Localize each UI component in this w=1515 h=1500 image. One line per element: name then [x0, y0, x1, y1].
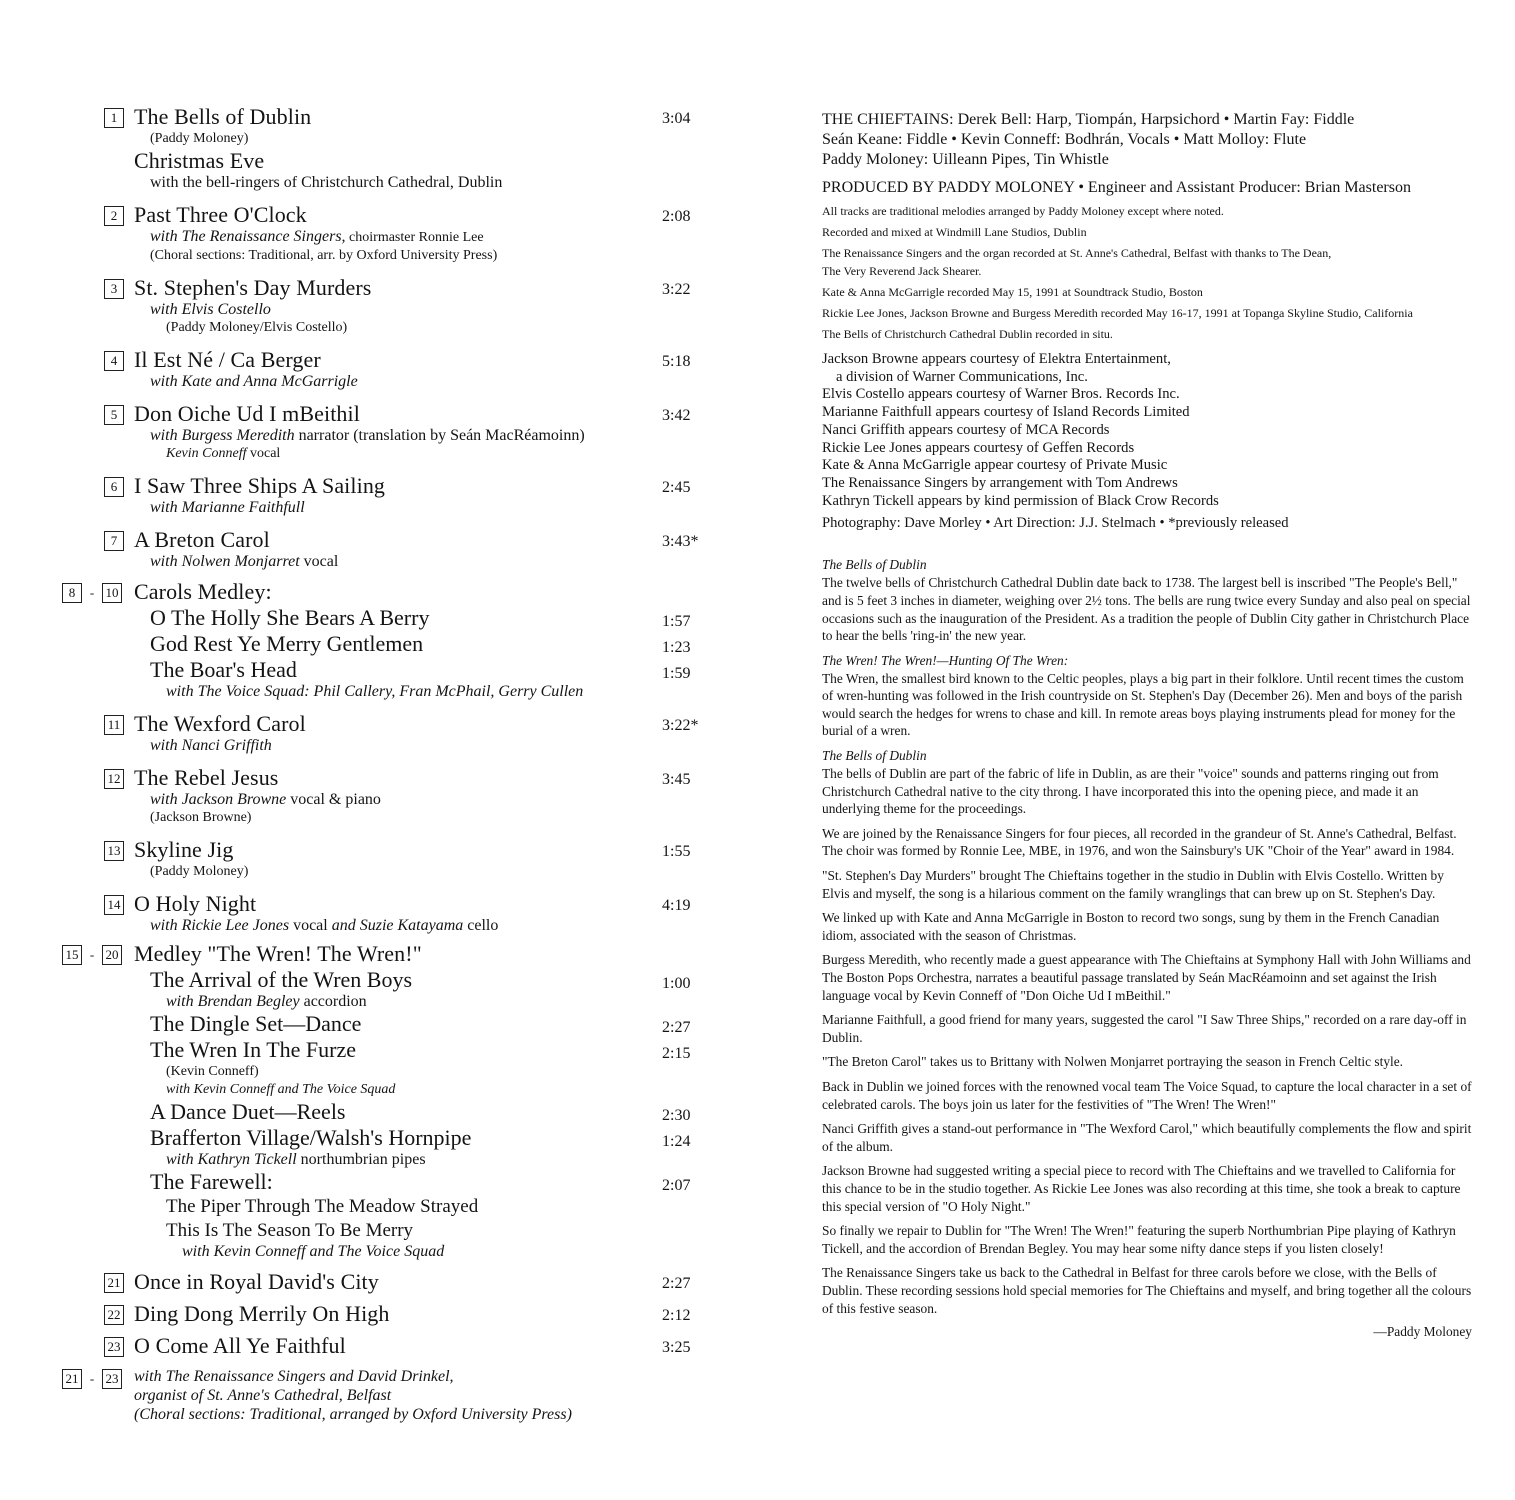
- essay-paragraph: The bells of Dublin are part of the fabric of life in Dublin, as are their "voice" sounds and patterns ringing out from Christchurch Cathedral native to the city throng. I have incorporated this into the opening piece, and made it an underlying theme for the proceedings.: [822, 766, 1439, 817]
- track-with-note: choirmaster Ronnie Lee: [345, 230, 484, 245]
- range-dash: -: [89, 585, 95, 600]
- note-line: The Bells of Christchurch Cathedral Dublin recorded in situ.: [822, 327, 1113, 341]
- members-line: Seán Keane: Fiddle • Kevin Conneff: Bodhrán, Vocals • Matt Molloy: Flute: [822, 131, 1307, 148]
- track-range: [62, 583, 122, 603]
- track-with: with Rickie Lee Jones: [150, 917, 290, 934]
- track-duration: 4:19: [662, 897, 691, 914]
- subtrack-with-note: accordion: [299, 993, 367, 1010]
- track-title: Ding Dong Merrily On High: [134, 1301, 390, 1326]
- courtesy-line: Kathryn Tickell appears by kind permission of Black Crow Records: [822, 492, 1219, 509]
- courtesy-line: The Renaissance Singers by arrangement with Tom Andrews: [822, 474, 1178, 491]
- track-credit: (Jackson Browne): [150, 810, 252, 825]
- track-duration: 3:42: [662, 407, 691, 424]
- courtesy-line: Kate & Anna McGarrigle appear courtesy of Private Music: [822, 457, 1168, 474]
- essay-paragraph: The twelve bells of Christchurch Cathedral Dublin date back to 1738. The largest bell is inscribed "The People's Bell," and is 5 feet 3 inches in diameter, weighing over 2½ tons. The bells are rung twice every Sunday and also peal on special occasions such as the inauguration of the President. As a tradition the people of Dublin City gather in Christchurch Place to hear the bells 'ring-in' the new year.: [822, 575, 1471, 644]
- track-number: 21: [104, 1273, 124, 1293]
- subtrack-title: The Boar's Head: [150, 657, 297, 682]
- track-credit: (Paddy Moloney): [150, 131, 249, 146]
- essay-paragraph: "The Breton Carol" takes us to Brittany with Nolwen Monjarret portraying the season in French Celtic style.: [822, 1054, 1404, 1070]
- track-credit: (Choral sections: Traditional, arr. by Oxford University Press): [150, 248, 498, 263]
- track-with: with Jackson Browne: [150, 791, 287, 808]
- note-line: The Very Reverend Jack Shearer.: [822, 264, 982, 278]
- track-range: [62, 1369, 122, 1389]
- track-title: Past Three O'Clock: [134, 202, 307, 227]
- subtrack-title: The Farewell:: [150, 1169, 273, 1194]
- tracks-21-23-note: [62, 1367, 722, 1424]
- essay-paragraph: "St. Stephen's Day Murders" brought The Chieftains together in the studio in Dublin with Elvis Costello. Written by Elvis and myself, the song is a hilarious comment on the family wranglings that can brew up on St. Stephen's Day.: [822, 868, 1444, 901]
- essay: [822, 556, 1472, 1340]
- members-line: THE CHIEFTAINS: Derek Bell: Harp, Tiompán, Harpsichord • Martin Fay: Fiddle: [822, 111, 1355, 128]
- track-1: [62, 104, 722, 192]
- track-title: The Bells of Dublin: [134, 104, 312, 129]
- liner-notes: [822, 110, 1472, 1340]
- track-number: 22: [104, 1305, 124, 1325]
- track-title: St. Stephen's Day Murders: [134, 275, 372, 300]
- track-number-end: 20: [102, 945, 122, 965]
- note-line: The Renaissance Singers and the organ recorded at St. Anne's Cathedral, Belfast with thanks to The Dean,: [822, 246, 1332, 260]
- track-13: [62, 837, 722, 881]
- track-2: [62, 202, 722, 265]
- subtrack-part: This Is The Season To Be Merry: [166, 1220, 414, 1241]
- track-number-start: 15: [62, 945, 82, 965]
- track-number: 13: [104, 841, 124, 861]
- essay-heading: The Bells of Dublin: [822, 748, 927, 764]
- track-4: [62, 347, 722, 391]
- track-3: [62, 275, 722, 337]
- range-dash: -: [89, 947, 95, 962]
- track-12: [62, 765, 722, 827]
- track-with: with Burgess Meredith: [150, 427, 295, 444]
- essay-paragraph: We linked up with Kate and Anna McGarrigle in Boston to record two songs, sung by them in the French Canadian idiom, associated with the season of Christmas.: [822, 910, 1440, 943]
- track-with: with Kate and Anna McGarrigle: [150, 373, 358, 390]
- track-with-note: narrator (translation by Seán MacRéamoinn): [294, 427, 585, 444]
- subtrack-duration: 2:30: [662, 1107, 691, 1124]
- producer-line: PRODUCED BY PADDY MOLONEY • Engineer and Assistant Producer: Brian Masterson: [822, 179, 1411, 196]
- subtrack-title: The Wren In The Furze: [150, 1037, 357, 1062]
- track-23: [62, 1333, 722, 1359]
- courtesy-line: Jackson Browne appears courtesy of Elektra Entertainment,: [822, 351, 1171, 367]
- essay-paragraph: Nanci Griffith gives a stand-out performance in "The Wexford Carol," which beautifully complements the flow and spirit of the album.: [822, 1121, 1472, 1154]
- track-7: [62, 527, 722, 571]
- footnote-line: organist of St. Anne's Cathedral, Belfast: [134, 1387, 392, 1404]
- track-title: Don Oiche Ud I mBeithil: [134, 401, 360, 426]
- courtesy-line: a division of Warner Communications, Inc.: [836, 368, 1088, 385]
- subtrack-title: Brafferton Village/Walsh's Hornpipe: [150, 1125, 472, 1150]
- track-number: 12: [104, 769, 124, 789]
- track-title: The Wexford Carol: [134, 711, 306, 736]
- track-with: with Elvis Costello: [150, 301, 271, 318]
- track-title-christmas-eve: Christmas Eve: [134, 148, 265, 173]
- subtrack-duration: 2:27: [662, 1019, 691, 1036]
- subtrack-title: O The Holly She Bears A Berry: [150, 605, 430, 630]
- courtesy-line: Rickie Lee Jones appears courtesy of Geffen Records: [822, 439, 1135, 456]
- track-duration: 3:25: [662, 1339, 691, 1356]
- track-title: The Rebel Jesus: [134, 765, 279, 790]
- track-title: A Breton Carol: [134, 527, 270, 552]
- essay-paragraph: Back in Dublin we joined forces with the renowned vocal team The Voice Squad, to capture the local character in a set of celebrated carols. The boys join us later for the festivities of "The Wren! The Wren!": [822, 1078, 1472, 1112]
- subtrack-duration: 1:59: [662, 665, 691, 682]
- subtrack-with: with Kevin Conneff and The Voice Squad: [166, 1082, 396, 1097]
- essay-paragraph: Marianne Faithfull, a good friend for many years, suggested the carol "I Saw Three Ships," recorded on a rare day-off in Dublin.: [822, 1012, 1467, 1045]
- courtesy-line: Nanci Griffith appears courtesy of MCA Records: [822, 421, 1110, 438]
- subtrack-duration: 1:24: [662, 1133, 691, 1150]
- track-number: 14: [104, 895, 124, 915]
- courtesy-line: Marianne Faithfull appears courtesy of Island Records Limited: [822, 404, 1190, 421]
- track-with: with Marianne Faithfull: [150, 499, 305, 516]
- track-6: [62, 473, 722, 517]
- track-number: 3: [104, 279, 124, 299]
- subtrack-duration: 1:23: [662, 639, 691, 656]
- track-duration: 2:12: [662, 1307, 691, 1324]
- essay-paragraph: So finally we repair to Dublin for "The Wren! The Wren!" featuring the superb Northumbrian Pipe playing of Kathryn Tickell, and the accordion of Brendan Begley. You may hear some nifty dance steps if you listen closely!: [822, 1223, 1456, 1256]
- track-with: with Nolwen Monjarret: [150, 553, 300, 570]
- subtrack-duration: 2:07: [662, 1177, 691, 1194]
- track-number: 6: [104, 477, 124, 497]
- range-dash: -: [89, 1371, 95, 1386]
- subtrack-part: The Piper Through The Meadow Strayed: [166, 1196, 479, 1217]
- track-number-start: 21: [62, 1369, 82, 1389]
- track-title: Once in Royal David's City: [134, 1269, 379, 1294]
- track-title: Carols Medley:: [134, 579, 272, 604]
- track-duration: 3:22: [662, 281, 691, 298]
- track-number: 2: [104, 206, 124, 226]
- subtrack-duration: 1:00: [662, 975, 691, 992]
- track-duration: 3:22*: [662, 717, 699, 734]
- track-21: [62, 1269, 722, 1295]
- track-credit: (Paddy Moloney): [150, 864, 249, 879]
- track-with-note: vocal & piano: [286, 791, 381, 808]
- subtrack-with: with Brendan Begley: [166, 993, 300, 1010]
- track-duration: 1:55: [662, 843, 691, 860]
- track-number: 5: [104, 405, 124, 425]
- subtrack-title: The Dingle Set—Dance: [150, 1011, 362, 1036]
- track-8-10: [62, 579, 722, 701]
- subtrack-with: with Kevin Conneff and The Voice Squad: [182, 1243, 445, 1260]
- track-title: Skyline Jig: [134, 837, 234, 862]
- track-number-start: 8: [62, 583, 82, 603]
- track-title: I Saw Three Ships A Sailing: [134, 473, 386, 498]
- subtrack-duration: 2:15: [662, 1045, 691, 1062]
- track-duration: 2:45: [662, 479, 691, 496]
- track-list: [62, 104, 722, 1424]
- subtrack-title: The Arrival of the Wren Boys: [150, 967, 413, 992]
- note-line: All tracks are traditional melodies arranged by Paddy Moloney except where noted.: [822, 204, 1224, 218]
- track-5: [62, 401, 722, 463]
- members-line: Paddy Moloney: Uilleann Pipes, Tin Whistle: [822, 151, 1109, 168]
- track-number: 4: [104, 351, 124, 371]
- courtesy-list: [822, 351, 1472, 510]
- track-title: Il Est Né / Ca Berger: [134, 347, 321, 372]
- track-with-note-2: cello: [463, 917, 499, 934]
- track-credit-name: Kevin Conneff: [166, 446, 247, 461]
- track-number-end: 23: [102, 1369, 122, 1389]
- track-title: Medley "The Wren! The Wren!": [134, 941, 422, 966]
- essay-paragraph: The Renaissance Singers take us back to the Cathedral in Belfast for three carols before we close, with the Bells of Dublin. These recording sessions hold special memories for The Chieftains and myself, and bring together all the colours of this festive season.: [822, 1265, 1472, 1316]
- subtrack-duration: 1:57: [662, 613, 691, 630]
- essay-heading: The Wren! The Wren!—Hunting Of The Wren:: [822, 652, 1069, 668]
- track-number: 1: [104, 108, 124, 128]
- subtrack-with-note: northumbrian pipes: [296, 1151, 426, 1168]
- track-range: [62, 945, 122, 965]
- track-duration: 2:27: [662, 1275, 691, 1292]
- track-credit-role: vocal: [246, 446, 281, 461]
- courtesy-line: Elvis Costello appears courtesy of Warner Bros. Records Inc.: [822, 386, 1180, 403]
- track-with: with the bell-ringers of Christchurch Cathedral, Dublin: [150, 174, 503, 191]
- track-with: with The Voice Squad: Phil Callery, Fran McPhail, Gerry Cullen: [166, 683, 584, 700]
- essay-paragraph: Burgess Meredith, who recently made a guest appearance with The Chieftains at Symphony Hall with John Williams and The Boston Pops Orchestra, narrates a beautiful passage translated by Seán MacRéamoinn and set against the Irish language vocal by Kevin Conneff of "Don Oiche Ud I mBeithil.": [822, 952, 1471, 1003]
- track-number-end: 10: [102, 583, 122, 603]
- footnote-line: (Choral sections: Traditional, arranged by Oxford University Press): [134, 1406, 572, 1423]
- photo-credit: Photography: Dave Morley • Art Direction: J.J. Stelmach • *previously released: [822, 515, 1289, 532]
- track-15-20: [62, 941, 722, 1261]
- track-with-note: vocal: [289, 917, 332, 934]
- track-duration: 2:08: [662, 208, 691, 225]
- note-line: Recorded and mixed at Windmill Lane Studios, Dublin: [822, 225, 1087, 239]
- track-number: 11: [104, 715, 124, 735]
- track-with: with The Renaissance Singers,: [150, 228, 346, 245]
- track-with: with Nanci Griffith: [150, 737, 272, 754]
- track-title: O Holy Night: [134, 891, 257, 916]
- essay-paragraph: Jackson Browne had suggested writing a special piece to record with The Chieftains and we travelled to California for this chance to be in the studio together. As Rickie Lee Jones was also recording at this time, she took a break to capture this special version of "O Holy Night.": [822, 1163, 1461, 1214]
- track-11: [62, 711, 722, 755]
- essay-heading: The Bells of Dublin: [822, 557, 927, 573]
- subtrack-with: with Kathryn Tickell: [166, 1151, 297, 1168]
- track-duration: 3:04: [662, 110, 691, 127]
- note-line: Kate & Anna McGarrigle recorded May 15, 1991 at Soundtrack Studio, Boston: [822, 285, 1203, 299]
- footnote-line: with The Renaissance Singers and David Drinkel,: [134, 1368, 454, 1385]
- track-14: [62, 891, 722, 935]
- essay-paragraph: We are joined by the Renaissance Singers for four pieces, all recorded in the grandeur of St. Anne's Cathedral, Belfast. The choir was formed by Ronnie Lee, MBE, in 1976, and won the Sainsbury's UK "Choir of the Year" award in 1984.: [822, 825, 1457, 859]
- note-line: Rickie Lee Jones, Jackson Browne and Burgess Meredith recorded May 16-17, 1991 at Topanga Skyline Studio, California: [822, 306, 1413, 320]
- track-title: O Come All Ye Faithful: [134, 1333, 346, 1358]
- track-duration: 3:45: [662, 771, 691, 788]
- track-number: 23: [104, 1337, 124, 1357]
- track-duration: 5:18: [662, 353, 691, 370]
- track-credit: (Paddy Moloney/Elvis Costello): [166, 320, 348, 335]
- track-22: [62, 1301, 722, 1327]
- subtrack-title: God Rest Ye Merry Gentlemen: [150, 631, 424, 656]
- essay-paragraph: The Wren, the smallest bird known to the Celtic peoples, plays a big part in their folklore. Until recent times the custom of wren-hunting was followed in the Irish countryside on St. Stephen's Day (December 26). Men and boys of the parish would search the hedges for wrens to chase and kill. In remote areas boys playing instruments plead for money for the burial of a wren.: [822, 670, 1464, 739]
- track-with-2: and Suzie Katayama: [331, 917, 464, 934]
- track-duration: 3:43*: [662, 533, 699, 550]
- signature: —Paddy Moloney: [1373, 1324, 1472, 1340]
- track-with-note: vocal: [299, 553, 339, 570]
- recording-notes: [822, 202, 1472, 343]
- subtrack-credit: (Kevin Conneff): [166, 1064, 259, 1079]
- track-number: 7: [104, 531, 124, 551]
- subtrack-title: A Dance Duet—Reels: [150, 1099, 346, 1124]
